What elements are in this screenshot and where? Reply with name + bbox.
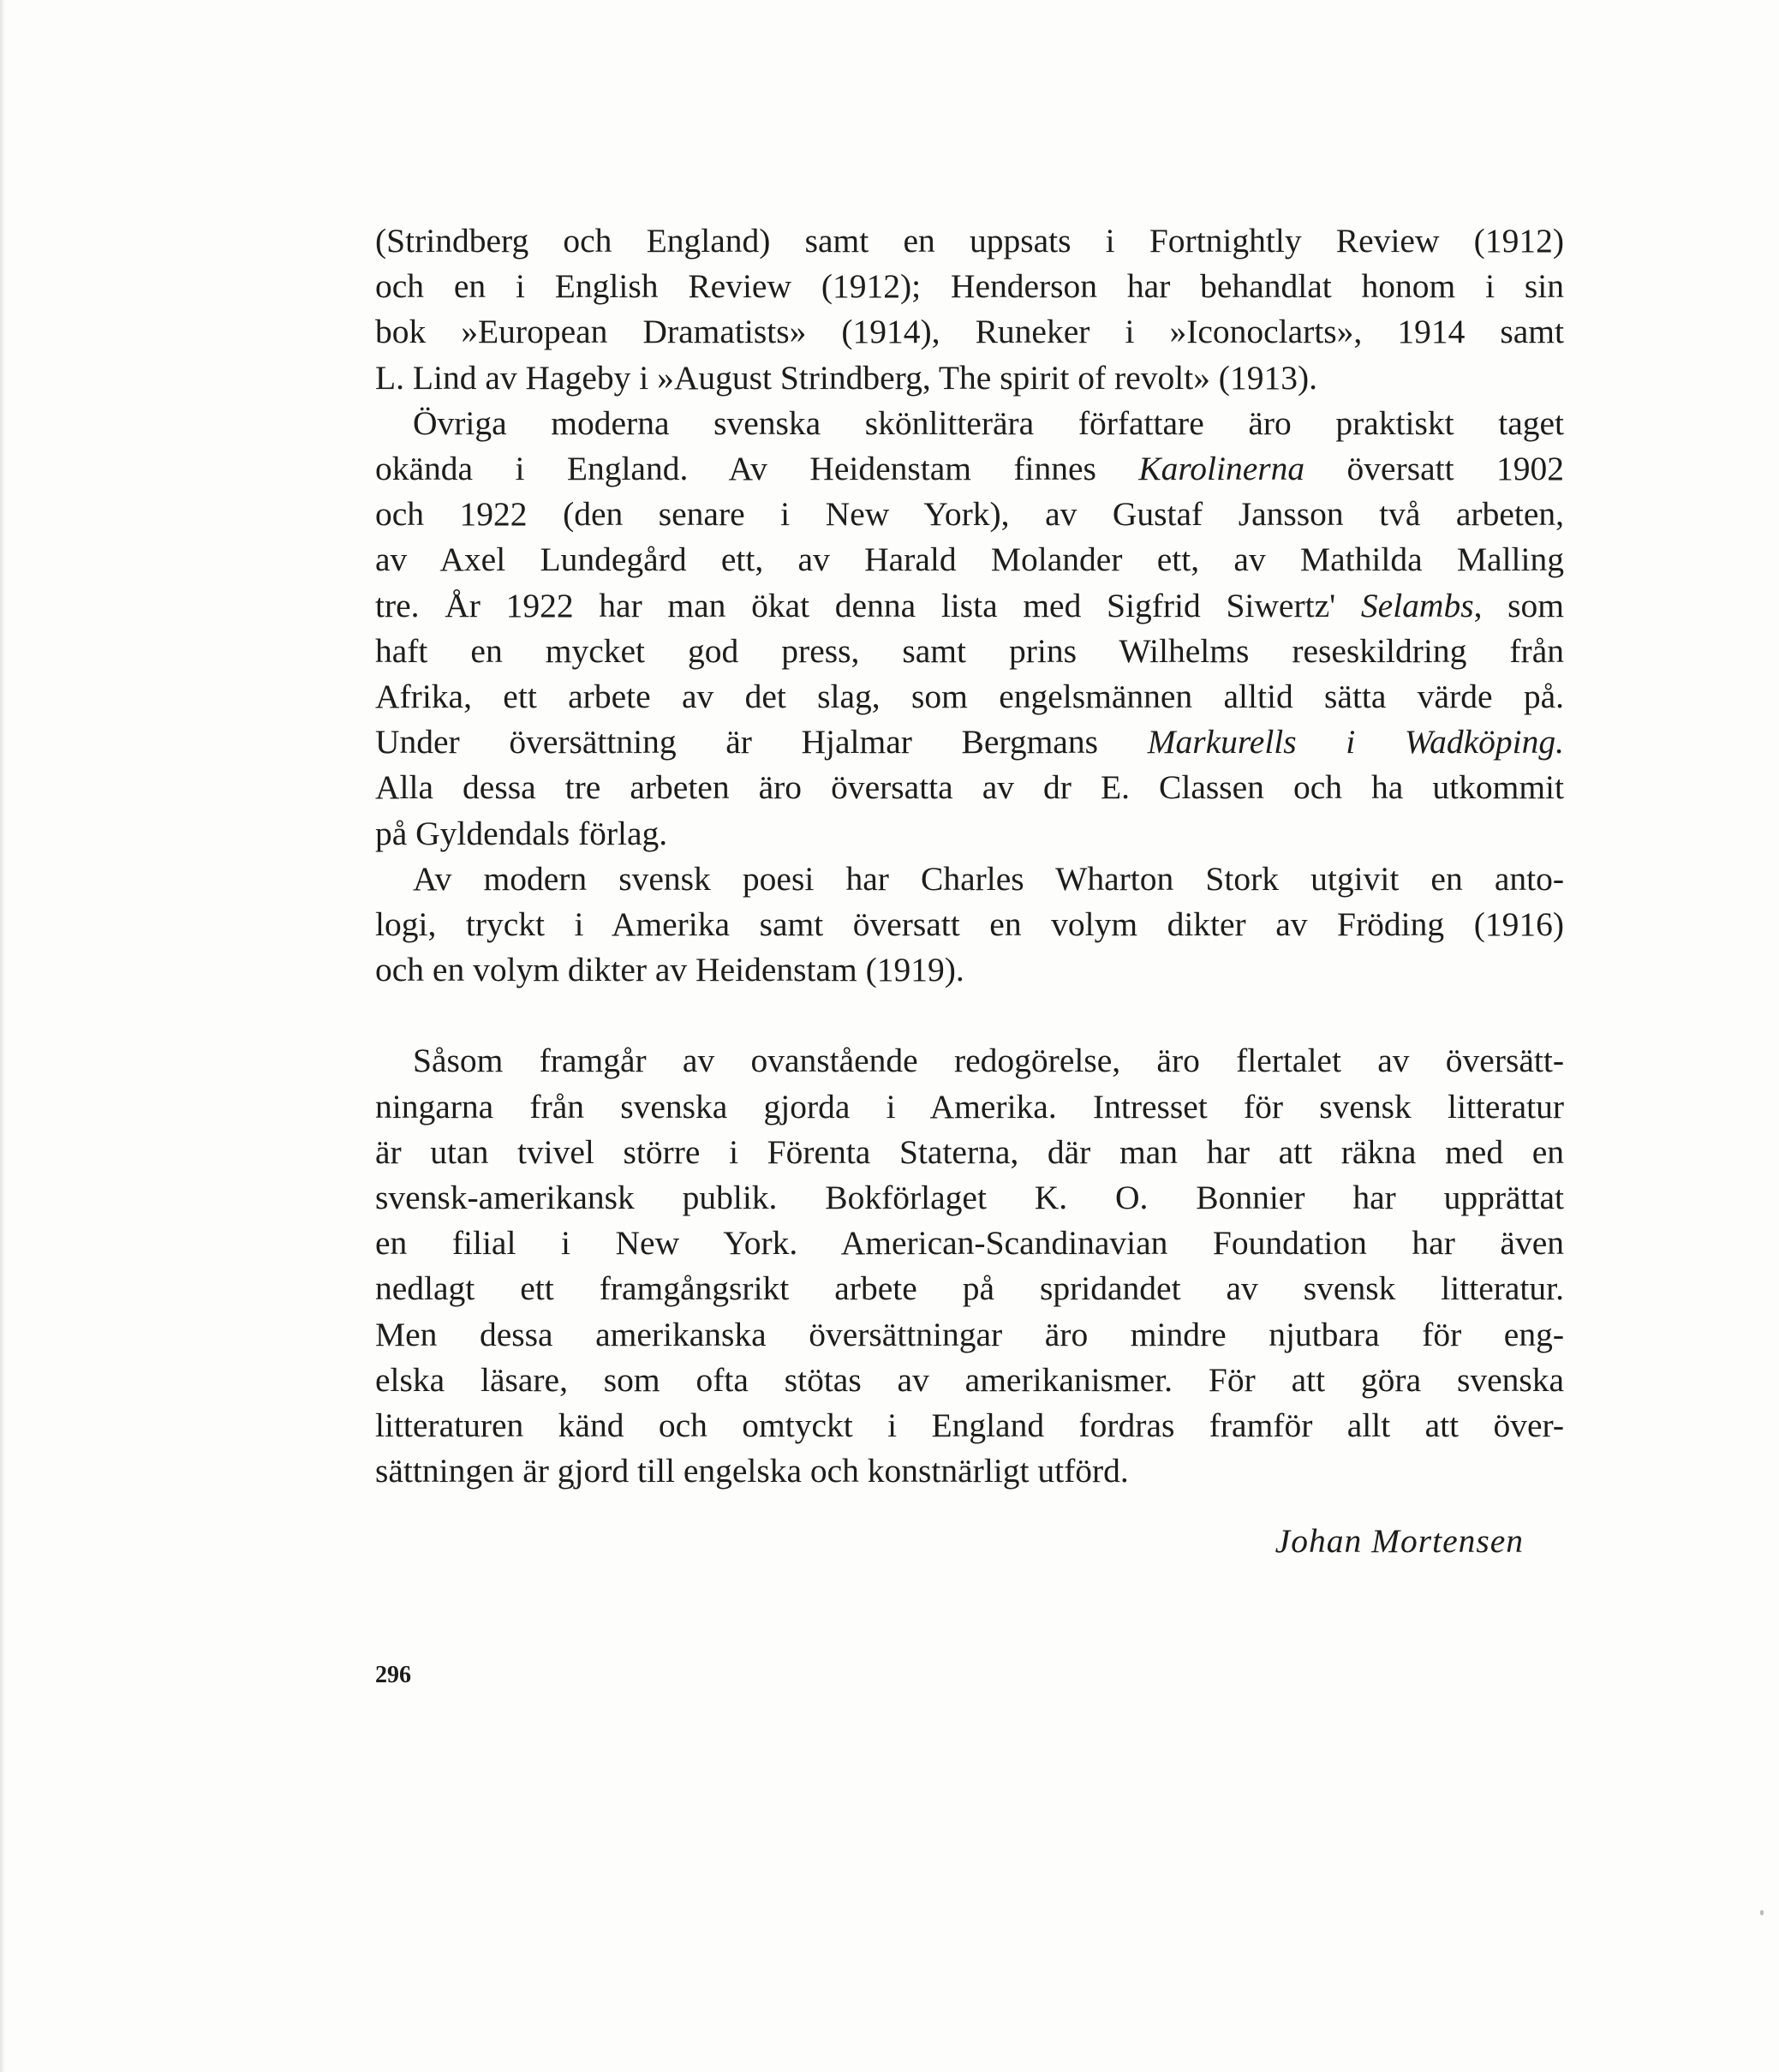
- paragraph-3: [375, 857, 1564, 994]
- text-line: Men dessa amerikanska översättningar äro mindre njutbara för eng-: [375, 1315, 1564, 1353]
- text-line: Alla dessa tre arbeten äro översatta av dr E. Classen och ha utkommit: [375, 768, 1564, 807]
- text-line: Såsom framgår av ovanstående redogörelse, äro flertalet av översätt-: [413, 1042, 1564, 1080]
- text-span: översatt 1902: [1304, 450, 1564, 488]
- text-span: tre. År 1922 har man ökat denna lista med Sigfrid Siwertz': [375, 586, 1361, 624]
- text-line: på Gyldendals förlag.: [375, 814, 668, 852]
- text-line: är utan tvivel större i Förenta Staterna, där man har att räkna med en: [375, 1132, 1564, 1171]
- text-line: logi, tryckt i Amerika samt översatt en volym dikter av Fröding (1916): [375, 905, 1564, 944]
- text-line: en filial i New York. American-Scandinavian Foundation har även: [375, 1224, 1564, 1263]
- paragraph-gap: [375, 993, 1564, 1038]
- article-text: [375, 218, 1564, 1494]
- text-line: nedlagt ett framgångsrikt arbete på spridandet av svensk litteratur.: [375, 1269, 1564, 1308]
- text-line: (Strindberg och England) samt en uppsats i Fortnightly Review (1912): [375, 222, 1564, 260]
- book-title-karolinerna: Karolinerna: [1138, 450, 1305, 488]
- paragraph-4: [375, 1038, 1564, 1494]
- text-line: haft en mycket god press, samt prins Wilhelms reseskildring från: [375, 631, 1564, 670]
- text-line: Övriga moderna svenska skönlitterära författare äro praktiskt taget: [413, 403, 1564, 442]
- book-title-selambs: Selambs: [1360, 586, 1474, 624]
- book-title-markurells: Markurells i Wadköping.: [1147, 723, 1564, 761]
- text-line: Afrika, ett arbete av det slag, som engelsmännen alltid sätta värde på.: [375, 678, 1564, 716]
- text-span: okända i England. Av Heidenstam finnes: [375, 450, 1139, 488]
- page-number: 296: [375, 1662, 411, 1688]
- text-span: , som: [1473, 586, 1564, 624]
- text-line: ningarna från svenska gjorda i Amerika. Intresset för svensk litteratur: [375, 1087, 1564, 1126]
- text-line: L. Lind av Hageby i »August Strindberg, The spirit of revolt» (1913).: [375, 358, 1317, 397]
- text-line: elska läsare, som ofta stötas av amerikanismer. För att göra svenska: [375, 1360, 1564, 1399]
- text-line: och 1922 (den senare i New York), av Gustaf Jansson två arbeten,: [375, 495, 1564, 534]
- text-line: bok »European Dramatists» (1914), Runeker i »Iconoclarts», 1914 samt: [375, 313, 1564, 351]
- text-line: och en i English Review (1912); Henderson har behandlat honom i sin: [375, 267, 1564, 306]
- text-span: Under översättning är Hjalmar Bergmans: [375, 723, 1148, 761]
- page-edge: [0, 0, 5, 2072]
- paragraph-2: [375, 401, 1564, 857]
- text-line: av Axel Lundegård ett, av Harald Molander ett, av Mathilda Malling: [375, 540, 1564, 579]
- text-line: Av modern svensk poesi har Charles Wharton Stork utgivit en anto-: [413, 859, 1564, 898]
- text-line: och en volym dikter av Heidenstam (1919).: [375, 951, 964, 989]
- text-line: svensk-amerikansk publik. Bokförlaget K. O. Bonnier har upprättat: [375, 1179, 1564, 1217]
- paragraph-1: [375, 218, 1564, 401]
- text-line: [375, 446, 1564, 492]
- text-line: [375, 720, 1564, 765]
- text-line: [375, 583, 1564, 629]
- author-signature: Johan Mortensen: [1275, 1522, 1524, 1560]
- text-line: litteraturen känd och omtyckt i England fordras framför allt att över-: [375, 1406, 1564, 1445]
- text-line: sättningen är gjord till engelska och konstnärligt utförd.: [375, 1452, 1129, 1490]
- paper-speck: [1760, 1910, 1764, 1915]
